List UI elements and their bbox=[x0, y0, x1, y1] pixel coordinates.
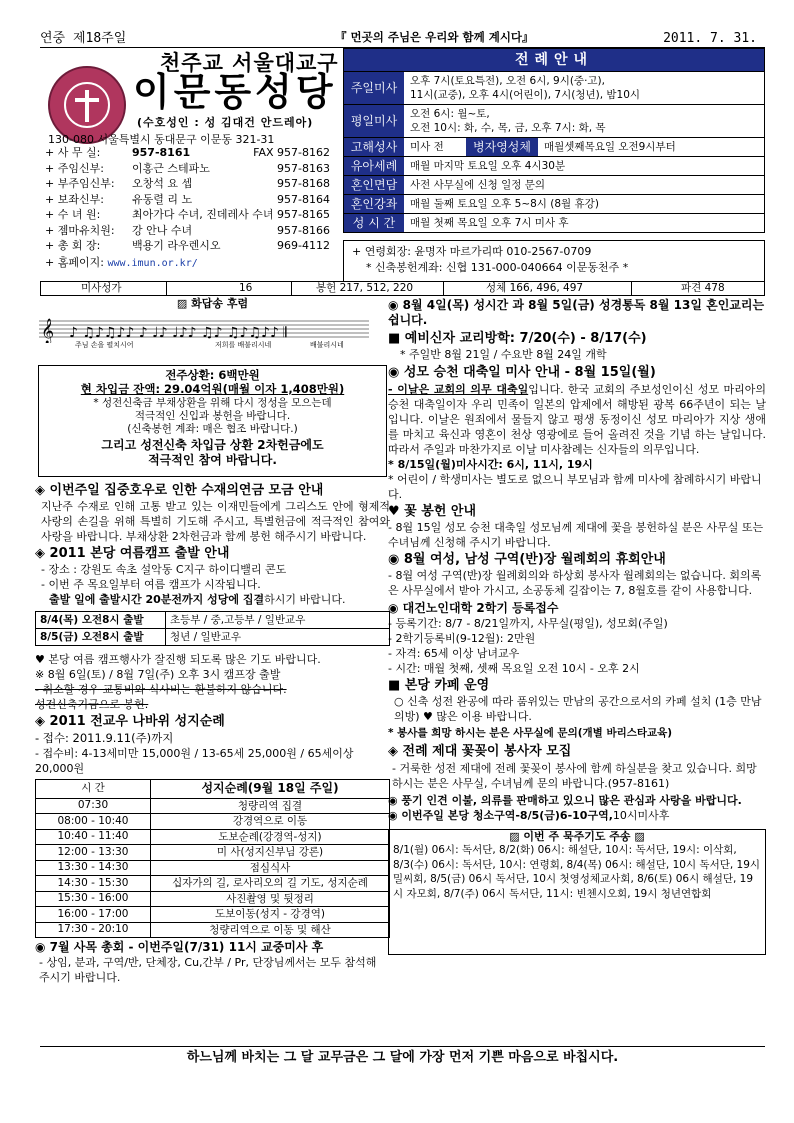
staff-row: + 주임신부: 이홍근 스테파노 957-8163 bbox=[45, 161, 330, 175]
staff-row: + 수 녀 원: 최아가다 수녀, 진데레사 수녀 957-8165 bbox=[45, 208, 330, 221]
cafe-title: ■ 본당 카페 운영 bbox=[388, 678, 490, 693]
camp-place: - 장소 : 강원도 속초 설악동 C지구 하이디밸리 콘도 bbox=[41, 563, 287, 577]
table-row: 8/5(금) 오전8시 출발 청년 / 일반교우 bbox=[36, 629, 390, 646]
debt-line2: 적극적인 신입과 봉헌을 바랍니다. bbox=[134, 409, 291, 422]
univ-list bbox=[388, 616, 766, 676]
debt-line4: 그리고 성전신축 차입금 상환 2차헌금에도 bbox=[101, 437, 324, 452]
liturgy-box bbox=[343, 48, 765, 233]
psalm-lyric-mid: 저희를 배불리시네 bbox=[215, 340, 272, 349]
diocese-title: 천주교 서울대교구 bbox=[160, 51, 339, 75]
liturgy-line: 11시(교중), 오후 4시(어린이), 7시(청년), 밤10시 bbox=[410, 89, 641, 101]
debt-line5: 적극적인 참여 바랍니다. bbox=[148, 452, 277, 467]
cafe-body: ○ 신축 성전 완공에 따라 품위있는 만남의 공간으로서의 카페 설치 (1층 만남의방) ♥ 많은 이용 바랍니다. bbox=[394, 695, 762, 724]
liturgy-row bbox=[344, 175, 764, 194]
liturgy-key: 혼인면담 bbox=[344, 176, 404, 194]
page-header bbox=[40, 30, 765, 48]
liturgy-key: 주일미사 bbox=[344, 72, 404, 104]
liturgy-line: 매월 마지막 토요일 오후 4시30분 bbox=[410, 160, 566, 172]
liturgy-line: 오전 10시: 화, 수, 목, 금, 오후 7시: 화, 목 bbox=[410, 122, 606, 134]
meeting-title: ◉ 7월 사목 총회 - 이번주일(7/31) 11시 교중미사 후 bbox=[35, 940, 324, 954]
rosary-title: ▨ 이번 주 묵주기도 주송 ▨ bbox=[509, 829, 645, 843]
list-item: - 시간: 매월 첫째, 셋째 목요일 오전 10시 - 오후 2시 bbox=[388, 662, 640, 675]
liturgy-line: 오후 7시(토요특전), 오전 6시, 9시(중·고), bbox=[410, 75, 605, 87]
table-header: 시 간 성지순례(9월 18일 주일) bbox=[36, 779, 390, 798]
mass-stats bbox=[40, 281, 765, 296]
table-row: 10:40 - 11:40 도보순례(강경역-성지) bbox=[36, 829, 390, 845]
staff-row: + 젬마유치원: 강 안나 수녀 957-8166 bbox=[45, 223, 330, 237]
liturgy-notes bbox=[343, 240, 765, 282]
altar-body: - 거룩한 성전 제대에 전례 꽃꽂이 봉사에 함께 하실분을 찾고 있습니다. 희망 하시는 분은 사무실, 수녀님께 문의 바랍니다.(957-8161) bbox=[392, 761, 757, 790]
psalm-score bbox=[35, 311, 390, 351]
liturgy-key: 혼인강좌 bbox=[344, 195, 404, 213]
staff-row: + 총 회 장: 백용기 라우렌시오 969-4112 bbox=[45, 239, 330, 252]
mass-hymn-label: 미사성가 bbox=[81, 282, 122, 294]
liturgy-extra-value: 매월셋째목요일 오전9시부터 bbox=[544, 141, 676, 153]
rosary-body: 8/1(월) 06시: 독서단, 8/2(화) 06시: 해설단, 10시: 독서단, 19시: 이삭회, 8/3(수) 06시: 독서단, 10시: 연령회, 8/4(목) 06시: 해설단, 10시 독서단, 19시 밀씨회, 8/5(금) 06시 독서단, 10시 첫영성체교사회, 8/6(토) 06시 해설단, 19시 자모회, 8/7(주) 06시 독서단, 11시: 빈첸시오회, 19시 청년연합회 bbox=[393, 844, 761, 900]
flood-title: ◈ 이번주일 집중호우로 인한 수재의연금 모금 안내 bbox=[35, 482, 324, 498]
camp-note: 출발 일에 출발시간 20분전까지 성당에 집결하시기 바랍니다. bbox=[49, 593, 346, 607]
liturgy-key: 평일미사 bbox=[344, 105, 404, 137]
liturgy-row bbox=[344, 194, 764, 213]
pilgrim-fee: - 접수비: 4-13세미만 15,000원 / 13-65세 25,000원 / 65세이상 20,000원 bbox=[35, 746, 354, 775]
table-row: 8/4(목) 오전8시 출발 초등부 / 중,고등부 / 일반교우 bbox=[36, 612, 390, 629]
debt-box bbox=[38, 365, 387, 477]
homepage-row bbox=[45, 256, 198, 271]
debt-line3: (신축봉헌 계좌: 매은 협조 바랍니다.) bbox=[127, 422, 298, 435]
rosary-box bbox=[388, 829, 766, 955]
gathering-title: ◉ 8월 여성, 남성 구역(반)장 월례회의 휴회안내 bbox=[388, 551, 666, 567]
camp-title: ◈ 2011 본당 여름캠프 출발 안내 bbox=[35, 546, 230, 561]
liturgy-row bbox=[344, 104, 764, 137]
table-row: 17:30 - 20:10 청량리역으로 이동 및 해산 bbox=[36, 922, 390, 938]
supplies-notice: ◉ 풍기 인견 이불, 의류를 판매하고 있으니 많은 관심과 사랑을 바랍니다. bbox=[388, 793, 742, 807]
assumption-title: ◉ 성모 승천 대축일 미사 안내 - 8월 15일(월) bbox=[388, 365, 656, 381]
right-column bbox=[388, 298, 766, 955]
footer-message: 하느님께 바치는 그 달 교무금은 그 달에 가장 먼저 기쁜 마음으로 바칩시다. bbox=[186, 1050, 619, 1065]
liturgy-row bbox=[344, 156, 764, 175]
liturgy-line: 매월 둘째 토요일 오후 5~8시 (8월 휴강) bbox=[410, 198, 599, 210]
univ-title: ◉ 대건노인대학 2학기 등록접수 bbox=[388, 601, 559, 615]
liturgy-title: 전례안내 bbox=[344, 49, 764, 71]
table-row: 14:30 - 15:30 십자가의 길, 로사리오의 길 기도, 성지순례 bbox=[36, 876, 390, 892]
table-row: 07:30 청량리역 집결 bbox=[36, 798, 390, 814]
assumption-kids: * 어린이 / 학생미사는 별도로 없으니 부모님과 함께 미사에 참례하시기 바랍니다. bbox=[388, 472, 762, 501]
issue-date: 2011. 7. 31. bbox=[663, 31, 757, 46]
cafe-volunteer: * 봉사를 희망 하시는 분은 사무실에 문의(개별 바리스타교육) bbox=[388, 727, 673, 740]
table-row: 16:00 - 17:00 도보이동(성지 - 강경역) bbox=[36, 907, 390, 923]
list-item: - 2학기등록비(9-12월): 2만원 bbox=[388, 632, 536, 645]
pilgrim-apply: - 접수: 2011.9.11(주)까지 bbox=[35, 730, 174, 745]
staff-list bbox=[40, 146, 340, 255]
liturgy-line: 미사 전 bbox=[410, 141, 444, 153]
staff-row: + 부주임신부: 오창석 요 셉 957-8168 bbox=[45, 177, 330, 190]
psalm-lyric-left: 주님 손을 펼치시어 bbox=[75, 340, 134, 349]
catechism-title: ■ 예비신자 교리방학: 7/20(수) - 8/17(수) bbox=[388, 331, 647, 346]
closing-notice: ◉ 8월 4일(목) 성시간 과 8월 5일(금) 성경통독 8월 13일 혼인교리는 쉽니다. bbox=[388, 298, 765, 327]
flood-body: 지난주 수재로 인해 고통 받고 있는 이재민들에게 그리스도 안에 형제적 사랑의 손길을 위해 특별히 기도해 주시고, 특별헌금에 적극적인 참여와 사랑을 바랍니다. 부채상환 2차헌금과 함께 봉헌 해주시기 바랍니다. bbox=[41, 500, 390, 543]
psalm-lyric-right: 배불리시네 bbox=[310, 340, 344, 349]
liturgy-row bbox=[344, 213, 764, 232]
liturgy-key: 고해성사 bbox=[344, 138, 404, 156]
camp-pray: ♥ 본당 여름 캠프행사가 잘진행 되도록 많은 기도 바랍니다. bbox=[35, 653, 321, 667]
svg-text:𝄞: 𝄞 bbox=[41, 318, 55, 343]
debt-balance: 현 차입금 잔액: 29.04억원(매월 이자 1,408만원) bbox=[80, 382, 345, 397]
liturgy-row bbox=[344, 71, 764, 104]
liturgy-line: 사전 사무실에 신청 일정 문의 bbox=[410, 179, 546, 191]
communion-hymn: 성체 166, 496, 497 bbox=[486, 282, 584, 294]
list-item: - 자격: 65세 이상 남녀교우 bbox=[388, 647, 520, 660]
liturgy-key: 성 시 간 bbox=[344, 214, 404, 232]
music-staff-icon bbox=[39, 313, 379, 343]
liturgy-key: 유아세례 bbox=[344, 157, 404, 175]
issue-label: 연중 제18주일 bbox=[40, 31, 127, 46]
camp-fund: 성전신축기금으로 봉헌. bbox=[35, 698, 149, 712]
altar-title: ◈ 전례 제대 꽃꽂이 봉사자 모집 bbox=[388, 744, 572, 760]
gathering-body: - 8월 여성 구역(반)장 월례회의와 하상회 봉사자 월례회의는 없습니다. 회의록은 사무실에서 받아 가시고, 소공동체 길잡이는 7, 8월호를 같이 사용합니다. bbox=[388, 569, 762, 597]
debt-line1: * 성전신축금 부채상환을 위해 다시 정성을 모으는데 bbox=[93, 396, 332, 409]
parish-address: 130-080 서울특별시 동대문구 이문동 321-31 bbox=[48, 133, 275, 146]
offertory-hymn: 봉헌 217, 512, 220 bbox=[316, 282, 414, 294]
catechism-body: * 주일반 8월 21일 / 수요반 8월 24일 개학 bbox=[400, 348, 607, 362]
left-column bbox=[35, 297, 390, 985]
dismissal-hymn: 파견 478 bbox=[681, 282, 725, 294]
staff-row: + 사 무 실: 957-8161 FAX 957-8162 bbox=[45, 146, 330, 159]
cleaning-notice: ◉ 이번주일 본당 청소구역-8/5(금)6-10구역,10시미사후 bbox=[388, 808, 670, 822]
footer-divider bbox=[40, 1046, 765, 1047]
assumption-body: - 이날은 교회의 의무 대축일입니다. 한국 교회의 주보성인이신 성모 마리아의 승천 대축일이자 우리 민족이 일본의 압제에서 해방된 광복 66주년이 되는 날입니다. 이날은 원죄에서 물들지 않고 평생 동정이신 성모 마리아가 지상 생애를 마치고 육신과 영혼이 천상 영광에로 들어 올려진 것을 기념 하는 날입니다. 따라서 주일과 마찬가지로 이날 미사참례는 신자들의 의무입니다. bbox=[388, 382, 766, 456]
table-row: 15:30 - 16:00 사진촬영 및 뒷정리 bbox=[36, 891, 390, 907]
camp-dates: ※ 8월 6일(토) / 8월 7일(주) 오후 3시 캠프장 출발 bbox=[35, 668, 281, 682]
psalm-title: ▨ 화답송 후렴 bbox=[176, 297, 249, 310]
staff-row: + 보좌신부: 유동렬 리 노 957-8164 bbox=[45, 192, 330, 206]
liturgy-line: 매월 첫째 목요일 오후 7시 미사 후 bbox=[410, 217, 569, 229]
liturgy-line: 오전 6시: 월~토, bbox=[410, 108, 490, 120]
mass-hymn-value: 16 bbox=[239, 282, 253, 294]
funeral-contact: + 연령회장: 윤명자 마르가리따 010-2567-0709 bbox=[352, 245, 592, 258]
parish-name: 이문동성당 bbox=[133, 70, 337, 114]
liturgy-row bbox=[344, 137, 764, 156]
list-item: - 등록기간: 8/7 - 8/21일까지, 사무실(평일), 성모회(주일) bbox=[388, 617, 668, 630]
table-row: 08:00 - 10:40 강경역으로 이동 bbox=[36, 814, 390, 830]
table-row: 13:30 - 14:30 점심식사 bbox=[36, 860, 390, 876]
homepage-link[interactable]: www.imun.or.kr/ bbox=[107, 258, 198, 269]
liturgy-key-extra: 병자영성체 bbox=[466, 138, 538, 156]
meeting-body: - 상임, 분과, 구역/반, 단체장, Cu,간부 / Pr, 단장님께서는 모두 참석해 주시기 바랍니다. bbox=[39, 956, 377, 984]
assumption-times: * 8/15일(월)미사시간: 6시, 11시, 19시 bbox=[388, 457, 593, 471]
camp-table bbox=[35, 611, 390, 646]
pilgrim-title: ◈ 2011 전교우 나바위 성지순례 bbox=[35, 714, 225, 730]
table-row: 12:00 - 13:30 미 사(성지신부님 강론) bbox=[36, 845, 390, 861]
camp-cancel: - 취소할 경우 교통비와 식사비는 환불하지 않습니다. bbox=[35, 683, 287, 697]
svg-text:♪ ♫♪♫♪♪ ♪ ♩♪ ♩♪♪ ♫♪ ♫♪♫♪♪: ♪ ♫♪♫♪♪ ♪ ♩♪ ♩♪♪ ♫♪ ♫♪♫♪♪ 𝄂 bbox=[69, 324, 287, 341]
building-account: * 신축봉헌계좌: 신협 131-000-040664 이문동천주 * bbox=[366, 261, 629, 274]
pilgrim-schedule bbox=[35, 779, 390, 939]
motto: 『 먼곳의 주님은 우리와 함께 계시다』 bbox=[335, 30, 534, 44]
homepage-label: + 홈페이지: bbox=[45, 256, 104, 269]
patron-saint: (수호성인 : 성 김대건 안드레아) bbox=[137, 116, 314, 129]
camp-start: - 이번 주 목요일부터 여름 캠프가 시작됩니다. bbox=[41, 578, 261, 592]
debt-title: 전주상환: 6백만원 bbox=[165, 367, 260, 382]
flower-body: - 8월 15일 성모 승천 대축일 성모님께 제대에 꽃을 봉헌하실 분은 사무실 또는 수녀님께 신청해 주시기 바랍니다. bbox=[388, 520, 764, 549]
flower-title: ♥ 꽃 봉헌 안내 bbox=[388, 503, 477, 519]
